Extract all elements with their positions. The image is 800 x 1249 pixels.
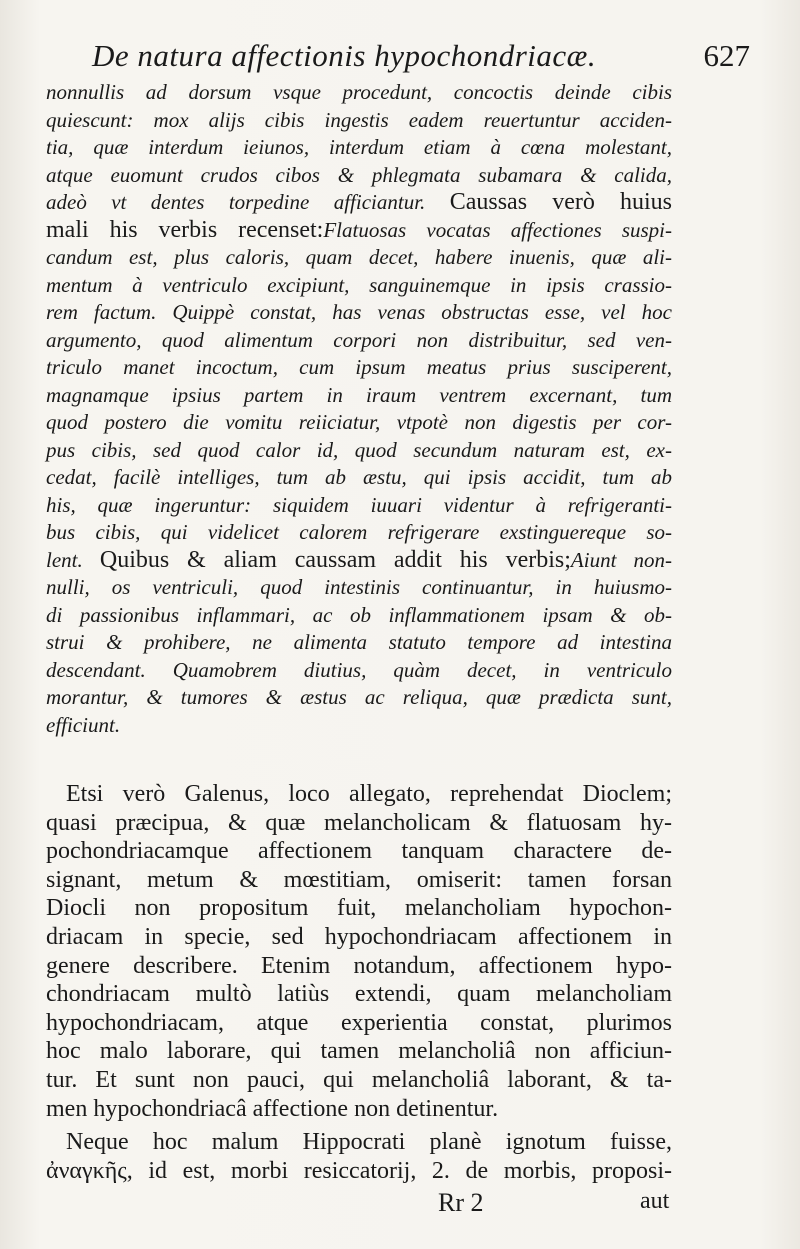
text-line: strui & prohibere, ne alimenta statuto tempore ad intestina bbox=[46, 630, 672, 654]
text-block-1 bbox=[46, 79, 672, 739]
text-line: his, quæ ingeruntur: siquidem iuuari videntur à refrigeranti- bbox=[46, 492, 672, 517]
text-line: Neque hoc malum Hippocrati planè ignotum fuisse, bbox=[66, 1129, 672, 1155]
text-line bbox=[46, 189, 672, 217]
running-head: De natura affectionis hypochondriacæ. bbox=[92, 38, 597, 73]
page-number: 627 bbox=[703, 38, 750, 73]
text-line: quiescunt: mox alijs cibis ingestis eadem reuertuntur acciden- bbox=[46, 107, 672, 132]
text-line: tia, quæ interdum ieiunos, interdum etiam à cœna molestant, bbox=[46, 135, 672, 159]
text-line: pochondriacamque affectionem tanquam charactere de- bbox=[46, 838, 672, 865]
text-line bbox=[46, 547, 672, 575]
text-line: descendant. Quamobrem diutius, quàm decet, in ventriculo bbox=[46, 657, 672, 682]
text-line: triculo manet incoctum, cum ipsum meatus prius susciperent, bbox=[46, 355, 672, 379]
page-header bbox=[60, 38, 750, 82]
text-line: candum est, plus caloris, quam decet, habere inuenis, quæ ali- bbox=[46, 245, 672, 269]
text-fragment: adeò vt dentes torpedine afficiantur. bbox=[46, 190, 426, 214]
text-line: pus cibis, sed quod calor id, quod secundum naturam est, ex- bbox=[46, 437, 672, 462]
text-fragment: Caussas verò huius bbox=[449, 189, 673, 215]
text-line: Etsi verò Galenus, loco allegato, reprehendat Dioclem; bbox=[66, 781, 672, 807]
catchword: aut bbox=[640, 1188, 670, 1214]
text-line: magnamque ipsius partem in iraum ventrem excernant, tum bbox=[46, 382, 672, 407]
text-line: rem factum. Quippè constat, has venas obstructas esse, vel hoc bbox=[46, 300, 672, 324]
text-line: hypochondriacam, atque experientia constat, plurimos bbox=[46, 1009, 672, 1036]
text-line: di passionibus inflammari, ac ob inflammationem ipsam & ob- bbox=[46, 602, 672, 627]
text-line: atque euomunt crudos cibos & phlegmata subamara & calida, bbox=[46, 162, 672, 187]
text-line bbox=[46, 217, 672, 245]
text-line: cedat, facilè intelliges, tum ab æstu, qui ipsis accidit, tum ab bbox=[46, 465, 672, 489]
text-line: mentum à ventriculo excipiunt, sanguinemque in ipsis crassio- bbox=[46, 272, 672, 297]
text-line: bus cibis, qui videlicet calorem refrigerare exstinguereque so- bbox=[46, 520, 672, 544]
text-line: quasi præcipua, & quæ melancholicam & flatuosam hy- bbox=[46, 809, 672, 836]
text-line: driacam in specie, sed hypochondriacam affectionem in bbox=[46, 923, 672, 950]
text-line: Diocli non propositum fuit, melancholiam hypochon- bbox=[46, 895, 672, 922]
text-line: tur. Et sunt non pauci, qui melancholiâ laborant, & ta- bbox=[46, 1066, 672, 1093]
text-line: quod postero die vomitu reiiciatur, vtpotè non digestis per cor- bbox=[46, 410, 672, 434]
text-line: hoc malo laborare, qui tamen melancholiâ non afficiun- bbox=[46, 1038, 672, 1065]
signature-mark: Rr 2 bbox=[438, 1188, 484, 1217]
text-fragment: lent. bbox=[46, 547, 83, 572]
text-line: nulli, os ventriculi, quod intestinis continuantur, in huiusmo- bbox=[46, 575, 672, 599]
page-footer bbox=[0, 1188, 800, 1228]
text-line: argumento, quod alimentum corpori non distribuitur, sed ven- bbox=[46, 327, 672, 352]
text-line: morantur, & tumores & æstus ac reliqua, quæ prædicta sunt, bbox=[46, 685, 672, 709]
text-line: signant, metum & mœstitiam, omiserit: tamen forsan bbox=[46, 866, 672, 893]
text-fragment: Quibus & aliam caussam addit his verbis; bbox=[99, 546, 571, 573]
paragraph-2 bbox=[46, 1128, 672, 1185]
text-fragment: Aiunt non- bbox=[570, 547, 672, 572]
text-line: efficiunt. bbox=[46, 712, 121, 737]
paragraph-1 bbox=[46, 780, 672, 1123]
text-line: genere describere. Etenim notandum, affectionem hypo- bbox=[46, 952, 672, 979]
text-fragment: mali his verbis recenset: bbox=[46, 216, 324, 243]
text-fragment: Flatuosas vocatas affectiones suspi- bbox=[323, 217, 673, 242]
text-line: nonnullis ad dorsum vsque procedunt, concoctis deinde cibis bbox=[46, 80, 672, 104]
text-line: chondriacam multò latiùs extendi, quam melancholiam bbox=[46, 981, 672, 1008]
text-line: ἀναγκῆς, id est, morbi resiccatorij, 2. de morbis, proposi- bbox=[46, 1157, 672, 1184]
text-line: men hypochondriacâ affectione non detinentur. bbox=[46, 1095, 499, 1122]
